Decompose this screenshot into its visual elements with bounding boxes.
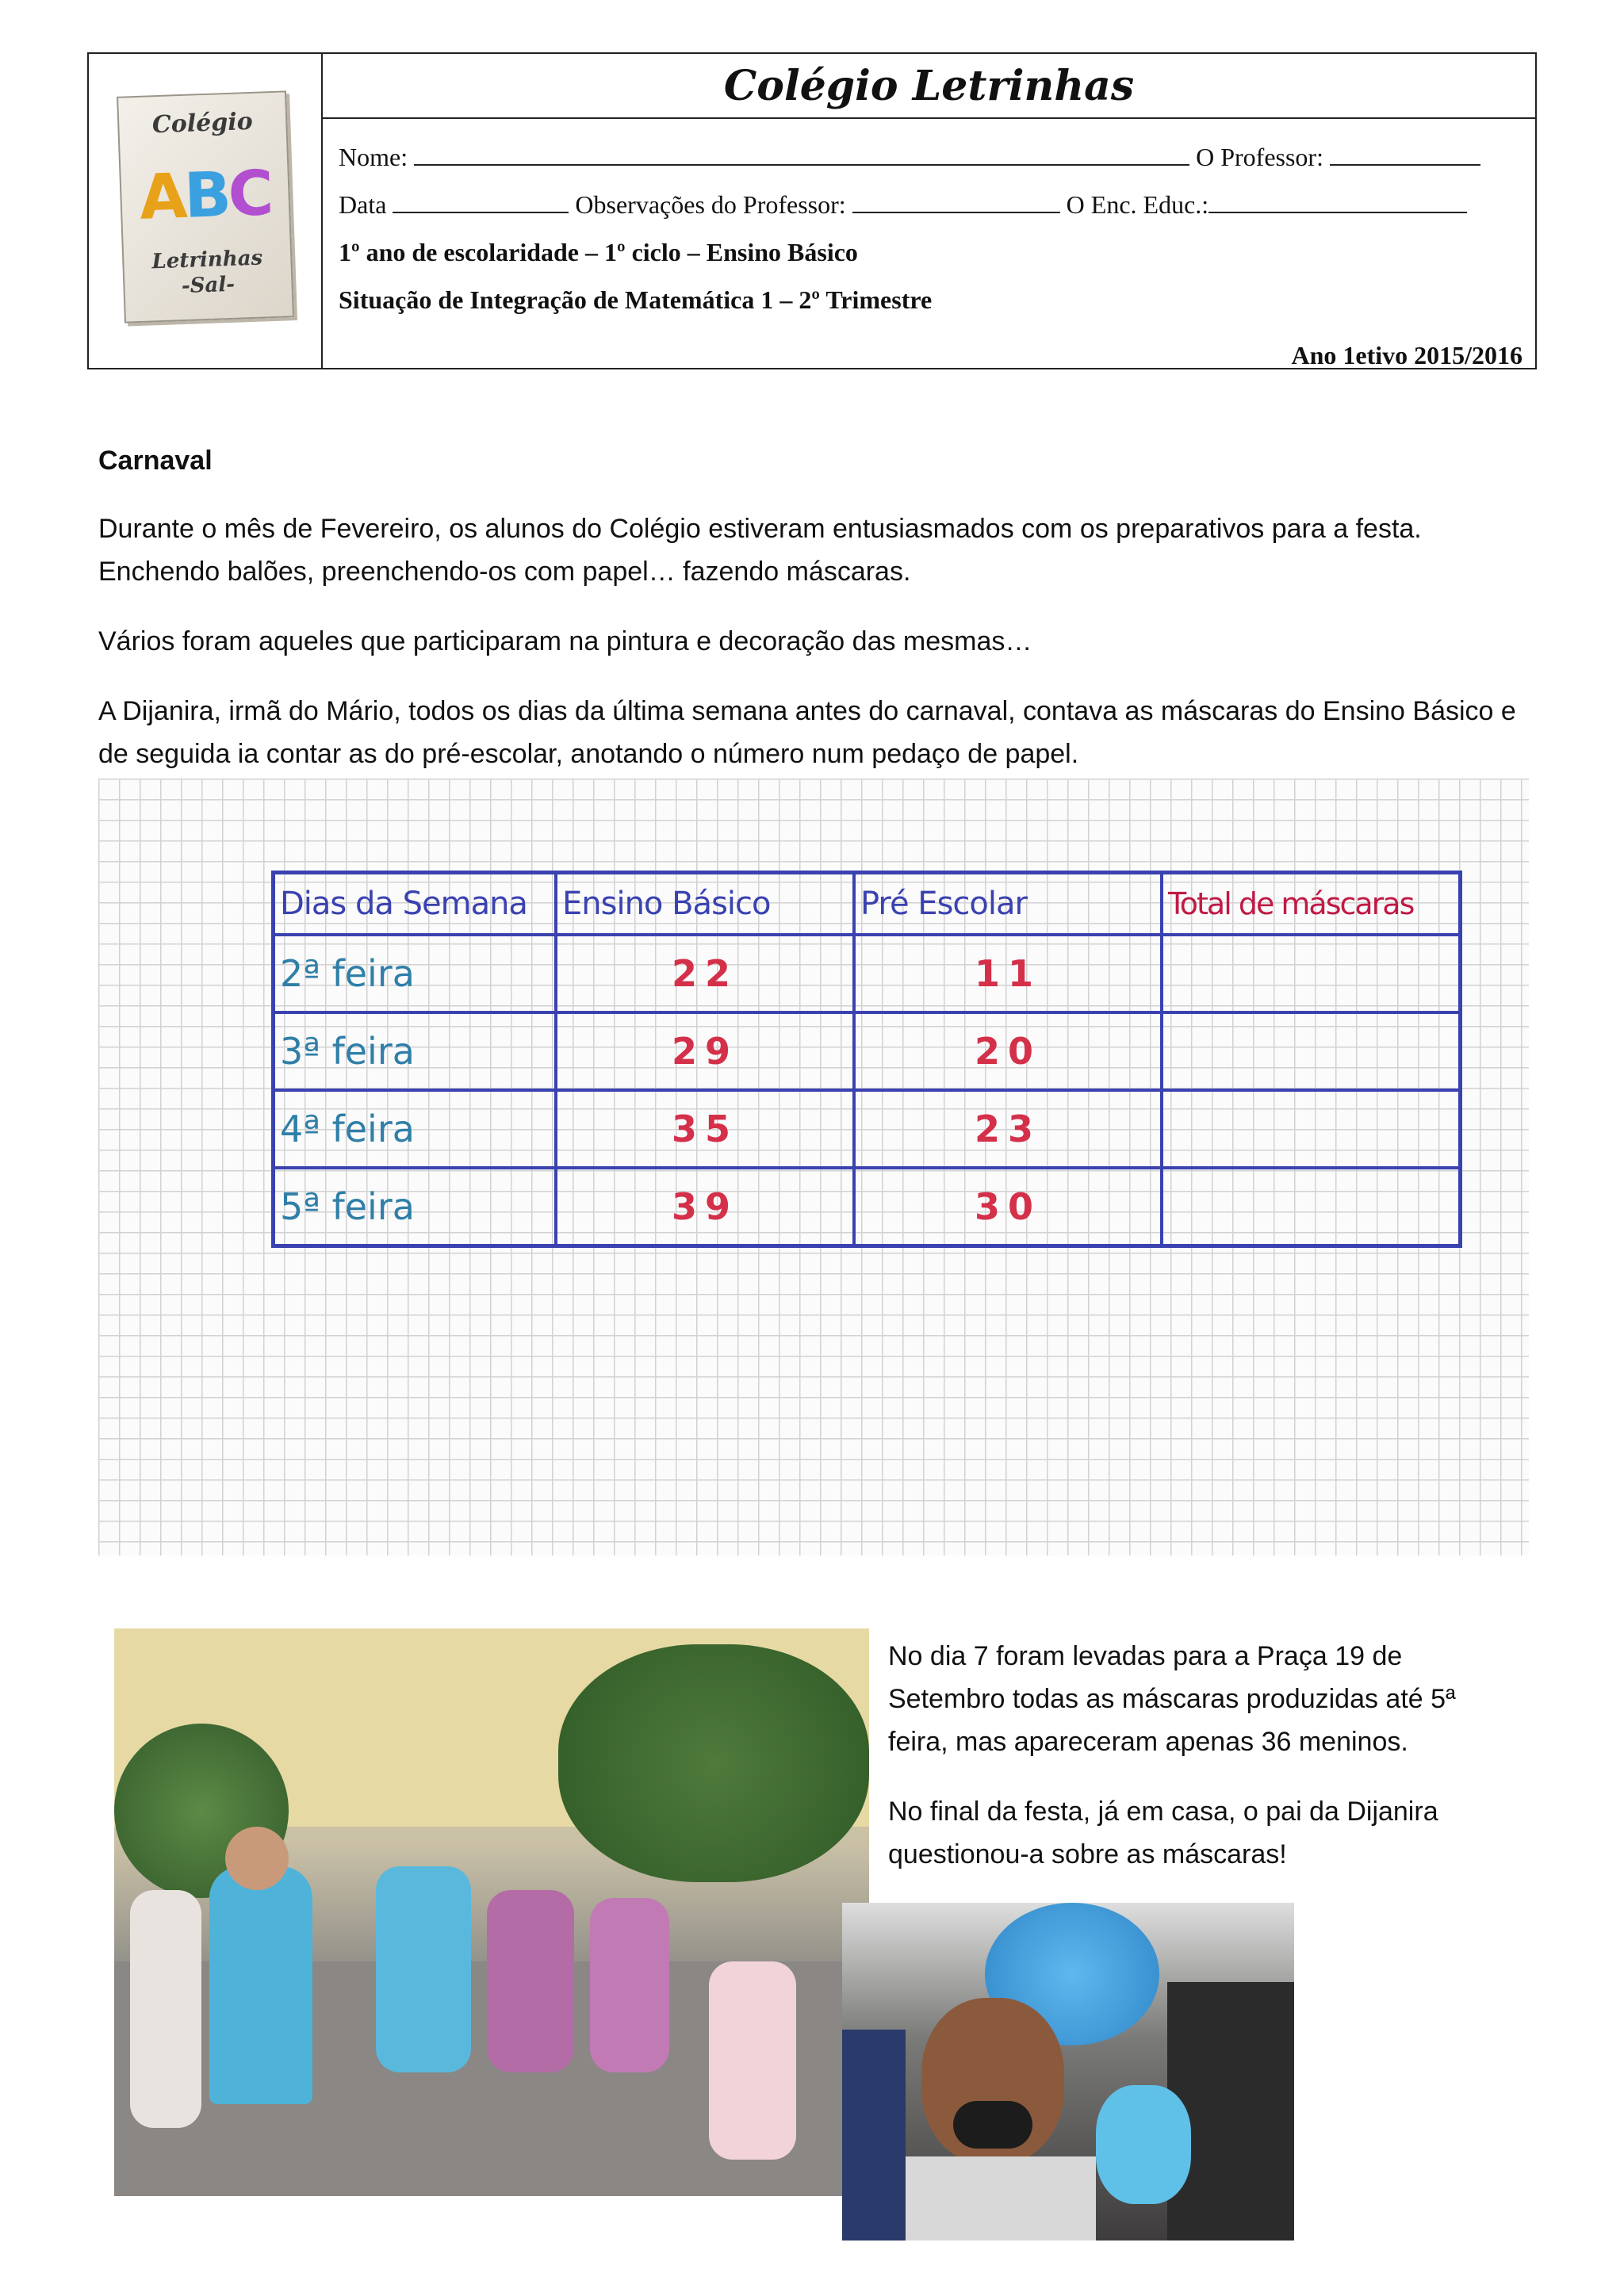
header-pre-escolar: Pré Escolar bbox=[854, 873, 1162, 936]
worksheet-header bbox=[87, 52, 1537, 369]
logo-letter-c: C bbox=[227, 158, 272, 231]
logo-bottom-name: Letrinhas bbox=[151, 246, 263, 274]
masked-children-photo bbox=[842, 1903, 1294, 2241]
row-pre: 11 bbox=[854, 935, 1162, 1012]
caption-line-1: No dia 7 foram levadas para a Praça 19 de bbox=[888, 1641, 1403, 1671]
dancer-head bbox=[225, 1827, 289, 1890]
person-left bbox=[842, 2030, 906, 2241]
table-row bbox=[274, 1012, 1461, 1090]
costume-shirt bbox=[906, 2156, 1096, 2241]
nome-field[interactable] bbox=[414, 145, 1189, 166]
caption-line-5: questionou-a sobre as máscaras! bbox=[888, 1839, 1287, 1869]
mask-beard bbox=[953, 2101, 1032, 2149]
enc-educ-label: O Enc. Educ.: bbox=[1066, 190, 1209, 219]
observacoes-field[interactable] bbox=[852, 193, 1060, 213]
caption-line-2: Setembro todas as máscaras produzidas até 5ª bbox=[888, 1684, 1456, 1714]
header-dias: Dias da Semana bbox=[274, 873, 557, 936]
logo-cell bbox=[89, 54, 323, 368]
observacoes-label: Observações do Professor: bbox=[575, 190, 846, 219]
paragraph-2: Vários foram aqueles que participaram na pintura e decoração das mesmas… bbox=[98, 626, 1032, 656]
dancer-blue-2 bbox=[376, 1866, 471, 2072]
paragraph-3-line-1: A Dijanira, irmã do Mário, todos os dias da última semana antes do carnaval, contava as máscaras do Ensino Básico e bbox=[98, 696, 1516, 726]
logo-bottom-sub: -Sal- bbox=[181, 272, 236, 299]
professor-field[interactable] bbox=[1330, 145, 1480, 166]
nome-label: Nome: bbox=[339, 143, 408, 171]
logo-bottom-text bbox=[124, 244, 292, 300]
row-basico: 29 bbox=[556, 1012, 854, 1090]
paragraph-1-line-1: Durante o mês de Fevereiro, os alunos do Colégio estiveram entusiasmados com os preparativos para a festa. bbox=[98, 514, 1422, 544]
grade-line: 1º ano de escolaridade – 1º ciclo – Ensino Básico bbox=[339, 238, 858, 266]
data-label: Data bbox=[339, 190, 387, 219]
table-header-row bbox=[274, 873, 1461, 936]
caption-line-3: feira, mas apareceram apenas 36 meninos. bbox=[888, 1727, 1408, 1757]
header-total: Total de máscaras bbox=[1162, 873, 1461, 936]
paragraph-3-line-2: de seguida ia contar as do pré-escolar, anotando o número num pedaço de papel. bbox=[98, 739, 1079, 769]
child-pink-shirt bbox=[709, 1961, 796, 2160]
masks-table bbox=[271, 871, 1462, 1248]
logo-top-text: Colégio bbox=[151, 107, 254, 140]
row-pre: 20 bbox=[854, 1012, 1162, 1090]
logo-abc-letters bbox=[121, 157, 289, 234]
data-line bbox=[339, 190, 1467, 220]
row-basico: 22 bbox=[556, 935, 854, 1012]
row-total[interactable] bbox=[1162, 1090, 1461, 1168]
paragraph-1-line-2: Enchendo balões, preenchendo-os com papel… fazendo máscaras. bbox=[98, 557, 911, 587]
row-basico: 39 bbox=[556, 1168, 854, 1246]
header-ensino-basico: Ensino Básico bbox=[556, 873, 854, 936]
dancer-pink bbox=[487, 1890, 574, 2072]
row-basico: 35 bbox=[556, 1090, 854, 1168]
dancer-blue-costume bbox=[209, 1866, 312, 2104]
table-row bbox=[274, 1090, 1461, 1168]
row-total[interactable] bbox=[1162, 1168, 1461, 1246]
professor-label: O Professor: bbox=[1196, 143, 1323, 171]
data-field[interactable] bbox=[393, 193, 569, 213]
person-white bbox=[130, 1890, 201, 2128]
school-logo bbox=[117, 90, 294, 323]
row-total[interactable] bbox=[1162, 935, 1461, 1012]
row-total[interactable] bbox=[1162, 1012, 1461, 1090]
carnival-parade-photo bbox=[114, 1628, 869, 2196]
school-year: Ano 1etivo 2015/2016 bbox=[1291, 341, 1522, 369]
row-day: 5ª feira bbox=[274, 1168, 557, 1246]
situation-line: Situação de Integração de Matemática 1 – 2º Trimestre bbox=[339, 285, 933, 314]
nome-line bbox=[339, 143, 1480, 172]
row-day: 3ª feira bbox=[274, 1012, 557, 1090]
logo-letter-b: B bbox=[182, 159, 230, 232]
school-title: Colégio Letrinhas bbox=[323, 54, 1535, 119]
row-pre: 30 bbox=[854, 1168, 1162, 1246]
table-row bbox=[274, 935, 1461, 1012]
blue-costume bbox=[1096, 2085, 1191, 2204]
row-day: 2ª feira bbox=[274, 935, 557, 1012]
caption-line-4: No final da festa, já em casa, o pai da Dijanira bbox=[888, 1797, 1438, 1827]
row-pre: 23 bbox=[854, 1090, 1162, 1168]
dancer-pink-2 bbox=[590, 1898, 669, 2072]
logo-letter-a: A bbox=[138, 160, 186, 234]
table-row bbox=[274, 1168, 1461, 1246]
row-day: 4ª feira bbox=[274, 1090, 557, 1168]
enc-educ-field[interactable] bbox=[1208, 193, 1467, 213]
tree-foliage bbox=[558, 1644, 869, 1882]
section-heading: Carnaval bbox=[98, 446, 213, 476]
